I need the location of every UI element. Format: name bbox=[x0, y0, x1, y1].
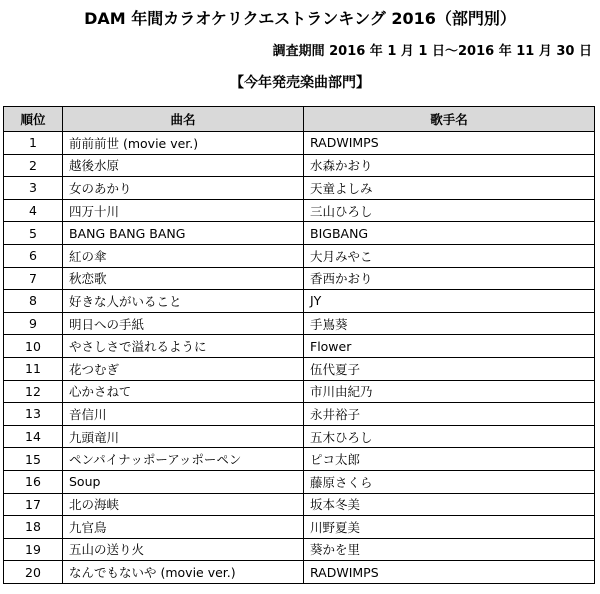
rank-cell: 7 bbox=[4, 267, 63, 290]
song-title-cell: なんでもないや (movie ver.) bbox=[63, 561, 304, 584]
ranking-table bbox=[3, 106, 595, 584]
rank-cell: 4 bbox=[4, 199, 63, 222]
table-row bbox=[4, 244, 595, 267]
table-row bbox=[4, 290, 595, 313]
rank-cell: 18 bbox=[4, 516, 63, 539]
rank-cell: 15 bbox=[4, 448, 63, 471]
rank-cell: 6 bbox=[4, 244, 63, 267]
song-title-cell: 紅の傘 bbox=[63, 244, 304, 267]
table-row bbox=[4, 538, 595, 561]
artist-name-cell: 香西かおり bbox=[304, 267, 595, 290]
artist-name-cell: BIGBANG bbox=[304, 222, 595, 245]
rank-cell: 10 bbox=[4, 335, 63, 358]
song-title-cell: 音信川 bbox=[63, 403, 304, 426]
artist-name-cell: RADWIMPS bbox=[304, 132, 595, 155]
rank-cell: 17 bbox=[4, 493, 63, 516]
survey-period: 調査期間 2016 年 1 月 1 日～2016 年 11 月 30 日 bbox=[272, 44, 592, 59]
table-row bbox=[4, 380, 595, 403]
rank-cell: 5 bbox=[4, 222, 63, 245]
artist-name-cell: RADWIMPS bbox=[304, 561, 595, 584]
artist-name-cell: 天童よしみ bbox=[304, 177, 595, 200]
rank-cell: 20 bbox=[4, 561, 63, 584]
rank-cell: 14 bbox=[4, 425, 63, 448]
table-row bbox=[4, 493, 595, 516]
table-row bbox=[4, 448, 595, 471]
song-title-cell: 五山の送り火 bbox=[63, 538, 304, 561]
artist-name-cell: 三山ひろし bbox=[304, 199, 595, 222]
rank-cell: 8 bbox=[4, 290, 63, 313]
song-title-cell: 女のあかり bbox=[63, 177, 304, 200]
song-title-cell: 明日への手紙 bbox=[63, 312, 304, 335]
table-row bbox=[4, 312, 595, 335]
table-row bbox=[4, 177, 595, 200]
rank-cell: 9 bbox=[4, 312, 63, 335]
artist-name-cell: 坂本冬美 bbox=[304, 493, 595, 516]
song-title-cell: 秋恋歌 bbox=[63, 267, 304, 290]
table-row bbox=[4, 154, 595, 177]
song-title-cell: ペンパイナッポーアッポーペン bbox=[63, 448, 304, 471]
table-row bbox=[4, 222, 595, 245]
header-artist: 歌手名 bbox=[304, 107, 595, 132]
artist-name-cell: Flower bbox=[304, 335, 595, 358]
song-title-cell: 九頭竜川 bbox=[63, 425, 304, 448]
song-title-cell: 前前前世 (movie ver.) bbox=[63, 132, 304, 155]
table-row bbox=[4, 335, 595, 358]
rank-cell: 12 bbox=[4, 380, 63, 403]
table-row bbox=[4, 357, 595, 380]
song-title-cell: 心かさねて bbox=[63, 380, 304, 403]
song-title-cell: やさしさで溢れるように bbox=[63, 335, 304, 358]
artist-name-cell: 大月みやこ bbox=[304, 244, 595, 267]
artist-name-cell: 藤原さくら bbox=[304, 470, 595, 493]
table-row bbox=[4, 425, 595, 448]
artist-name-cell: 伍代夏子 bbox=[304, 357, 595, 380]
table-row bbox=[4, 199, 595, 222]
artist-name-cell: JY bbox=[304, 290, 595, 313]
rank-cell: 2 bbox=[4, 154, 63, 177]
song-title-cell: 四万十川 bbox=[63, 199, 304, 222]
song-title-cell: 北の海峡 bbox=[63, 493, 304, 516]
artist-name-cell: 水森かおり bbox=[304, 154, 595, 177]
artist-name-cell: ピコ太郎 bbox=[304, 448, 595, 471]
song-title-cell: BANG BANG BANG bbox=[63, 222, 304, 245]
table-row bbox=[4, 267, 595, 290]
table-row bbox=[4, 132, 595, 155]
rank-cell: 19 bbox=[4, 538, 63, 561]
header-rank: 順位 bbox=[4, 107, 63, 132]
artist-name-cell: 永井裕子 bbox=[304, 403, 595, 426]
section-heading: 【今年発売楽曲部門】 bbox=[230, 75, 370, 91]
table-row bbox=[4, 516, 595, 539]
table-row bbox=[4, 470, 595, 493]
song-title-cell: 好きな人がいること bbox=[63, 290, 304, 313]
artist-name-cell: 手嶌葵 bbox=[304, 312, 595, 335]
song-title-cell: 九官鳥 bbox=[63, 516, 304, 539]
song-title-cell: 花つむぎ bbox=[63, 357, 304, 380]
header-song: 曲名 bbox=[63, 107, 304, 132]
document-title: DAM 年間カラオケリクエストランキング 2016（部門別） bbox=[84, 9, 516, 28]
rank-cell: 11 bbox=[4, 357, 63, 380]
table-header-row bbox=[4, 107, 595, 132]
rank-cell: 13 bbox=[4, 403, 63, 426]
artist-name-cell: 五木ひろし bbox=[304, 425, 595, 448]
rank-cell: 3 bbox=[4, 177, 63, 200]
rank-cell: 16 bbox=[4, 470, 63, 493]
table-body bbox=[4, 132, 595, 584]
artist-name-cell: 葵かを里 bbox=[304, 538, 595, 561]
song-title-cell: Soup bbox=[63, 470, 304, 493]
song-title-cell: 越後水原 bbox=[63, 154, 304, 177]
artist-name-cell: 川野夏美 bbox=[304, 516, 595, 539]
rank-cell: 1 bbox=[4, 132, 63, 155]
artist-name-cell: 市川由紀乃 bbox=[304, 380, 595, 403]
table-row bbox=[4, 403, 595, 426]
table-row bbox=[4, 561, 595, 584]
